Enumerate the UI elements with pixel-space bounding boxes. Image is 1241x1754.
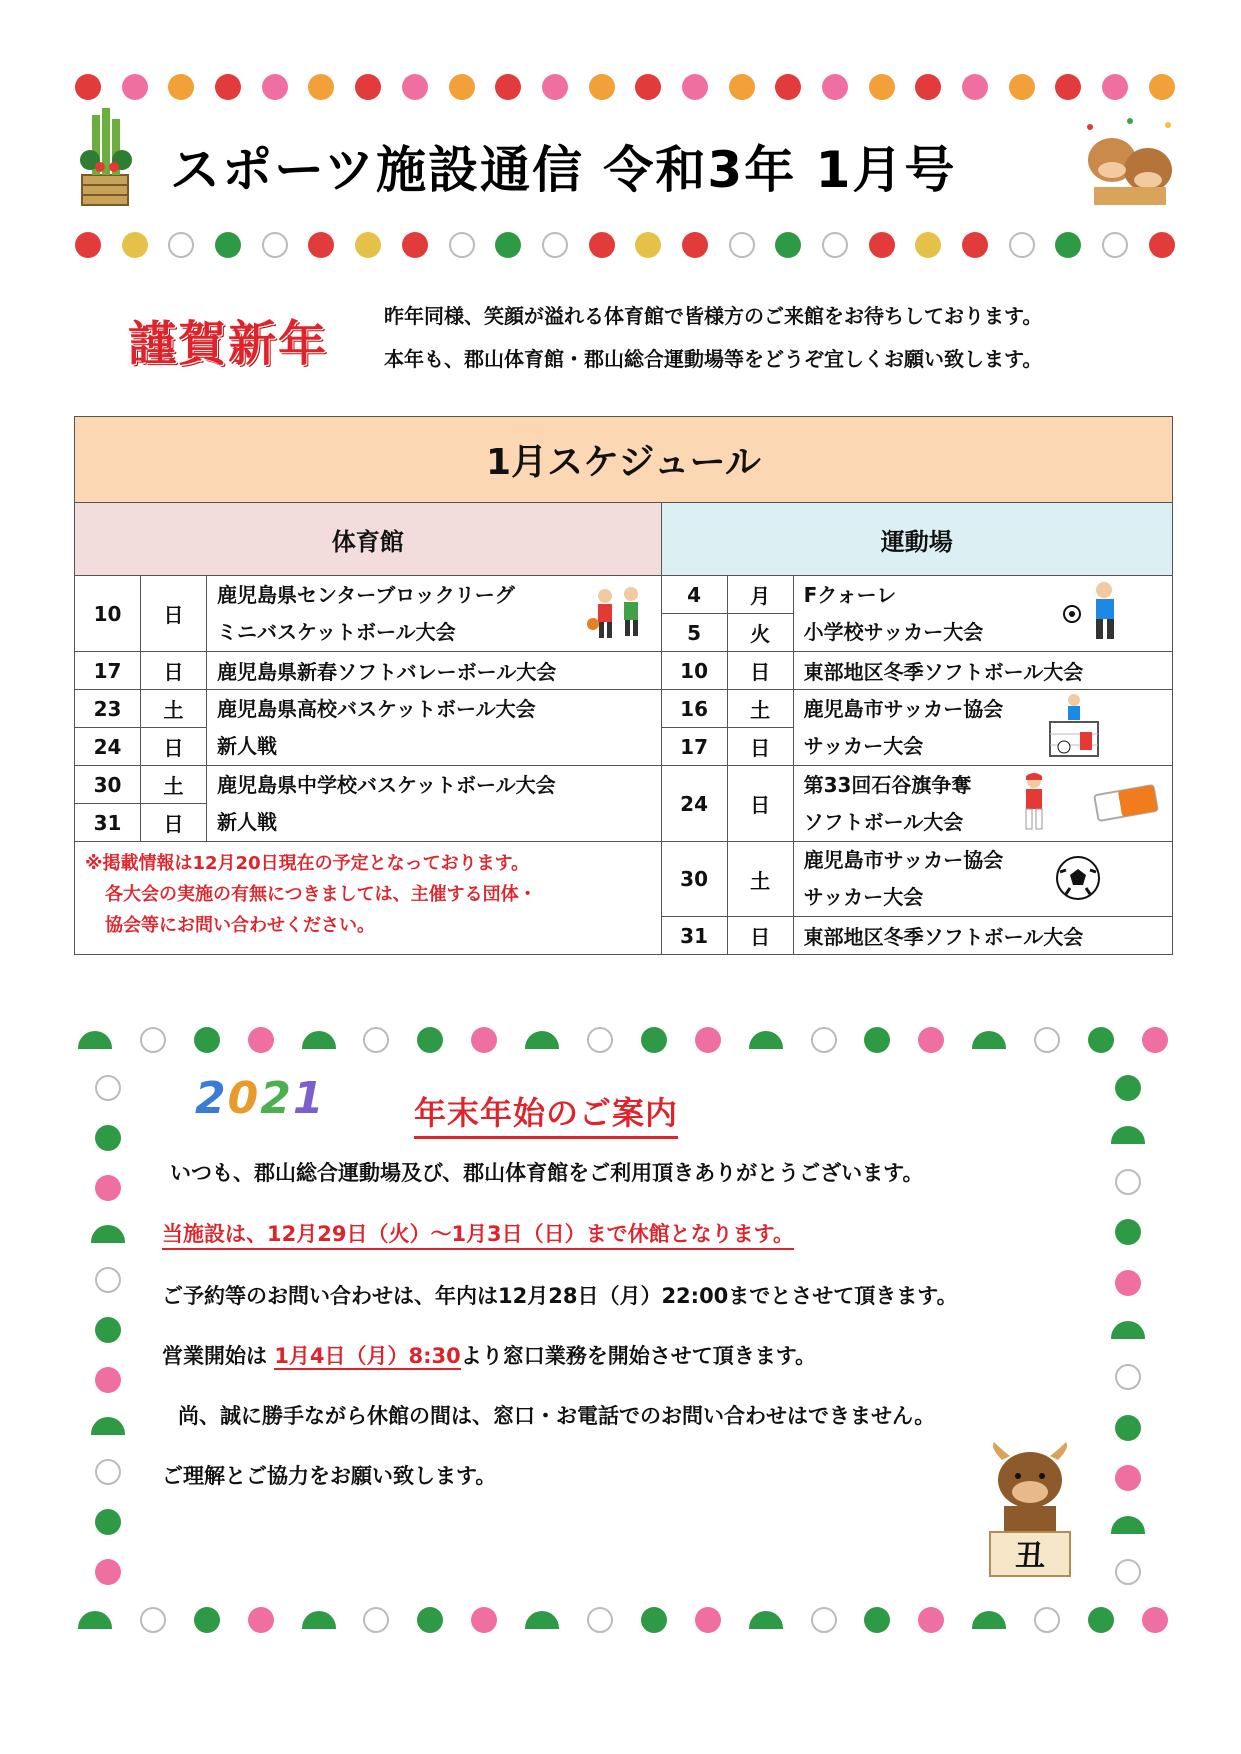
notice-line-4 <box>162 1340 816 1370</box>
field-date: 10 <box>661 652 727 690</box>
field-date: 4 <box>661 576 727 614</box>
gym-date: 24 <box>75 728 141 766</box>
notice-closure-line: 当施設は、12月29日（火）～1月3日（日）まで休館となります。 <box>162 1218 794 1250</box>
schedule-title: 1月スケジュール <box>75 417 1173 503</box>
gym-day: 土 <box>141 690 207 728</box>
field-day: 月 <box>727 576 793 614</box>
notice-reopen-date: 1月4日（月）8:30 <box>274 1344 461 1368</box>
ox-sign-text: 丑 <box>1015 1539 1045 1574</box>
soccer-ball-icon <box>1054 854 1102 902</box>
bottom-frame-top-strip <box>78 1020 1168 1060</box>
kadomatsu-icon <box>70 105 140 210</box>
note-line: ※掲載情報は12月20日現在の予定となっております。 <box>85 853 530 874</box>
gym-date: 30 <box>75 766 141 804</box>
gym-day: 日 <box>141 728 207 766</box>
basketball-players-icon <box>585 584 653 642</box>
field-event-line: 第33回石谷旗争奪 <box>803 772 972 797</box>
gym-day: 土 <box>141 766 207 804</box>
notice-line-4-suffix: より窓口業務を開始させて頂きます。 <box>460 1344 817 1368</box>
soccer-goal-icon <box>1046 692 1102 762</box>
field-event-line: 鹿児島市サッカー協会 <box>803 696 1004 721</box>
bottom-frame-right-strip <box>1108 1075 1148 1585</box>
field-event <box>793 690 1172 766</box>
gym-event-line: ミニバスケットボール大会 <box>217 619 456 644</box>
field-event: 東部地区冬季ソフトボール大会 <box>793 652 1172 690</box>
gym-event-line: 新人戦 <box>217 809 277 834</box>
note-line: 協会等にお問い合わせください。 <box>105 915 375 936</box>
schedule-note <box>75 842 662 955</box>
greeting-line-2: 本年も、郡山体育館・郡山総合運動場等をどうぞ宜しくお願い致します。 <box>384 347 1043 371</box>
field-day: 日 <box>727 728 793 766</box>
gym-event <box>207 690 662 766</box>
field-event-line: Fクォーレ <box>803 582 897 607</box>
gym-header: 体育館 <box>75 503 662 576</box>
field-day: 土 <box>727 842 793 917</box>
gym-event <box>207 766 662 842</box>
gym-day: 日 <box>141 652 207 690</box>
field-event-line: ソフトボール大会 <box>803 809 964 834</box>
eraser-icon <box>1090 780 1162 826</box>
field-event: 東部地区冬季ソフトボール大会 <box>793 917 1172 955</box>
field-date: 31 <box>661 917 727 955</box>
gym-event-line: 鹿児島県高校バスケットボール大会 <box>217 696 536 721</box>
field-date: 5 <box>661 614 727 652</box>
softball-player-icon <box>1016 772 1052 834</box>
notice-title: 年末年始のご案内 <box>414 1088 678 1139</box>
year-2021-graphic: 2021 <box>195 1073 326 1124</box>
top-decoration-strip <box>75 70 1175 104</box>
field-date: 24 <box>661 766 727 842</box>
soccer-player-icon <box>1062 580 1132 646</box>
field-date: 30 <box>661 842 727 917</box>
field-event <box>793 842 1172 917</box>
notice-line-1: いつも、郡山総合運動場及び、郡山体育館をご利用頂きありがとうございます。 <box>170 1161 924 1185</box>
field-event <box>793 576 1172 652</box>
gym-day: 日 <box>141 804 207 842</box>
gym-event <box>207 576 662 652</box>
field-day: 火 <box>727 614 793 652</box>
field-date: 16 <box>661 690 727 728</box>
kinga-shinnen-heading: 謹賀新年 <box>128 316 329 372</box>
greeting-line-1: 昨年同様、笑顔が溢れる体育館で皆様方のご来館をお待ちしております。 <box>384 304 1043 328</box>
daruma-decoration-strip <box>75 228 1175 262</box>
gym-event-line: 鹿児島県センターブロックリーグ <box>217 582 515 607</box>
field-event-line: サッカー大会 <box>803 733 924 758</box>
field-event-line: 小学校サッカー大会 <box>803 619 984 644</box>
bottom-frame-bottom-strip <box>78 1600 1168 1640</box>
gym-date: 23 <box>75 690 141 728</box>
field-header: 運動場 <box>661 503 1172 576</box>
field-event-line: 鹿児島市サッカー協会 <box>803 848 1004 872</box>
ox-calligraphy-icon <box>980 1440 1080 1580</box>
gym-date: 31 <box>75 804 141 842</box>
gym-date: 10 <box>75 576 141 652</box>
gym-event-line: 新人戦 <box>217 733 277 758</box>
bottom-frame-left-strip <box>88 1075 128 1585</box>
page-title: スポーツ施設通信 令和3年 1月号 <box>170 141 957 199</box>
field-day: 日 <box>727 766 793 842</box>
field-day: 土 <box>727 690 793 728</box>
field-event <box>793 766 1172 842</box>
gym-day: 日 <box>141 576 207 652</box>
schedule-table <box>74 416 1173 955</box>
gym-event: 鹿児島県新春ソフトバレーボール大会 <box>207 652 662 690</box>
ox-celebration-icon <box>1080 115 1180 210</box>
notice-line-3: ご予約等のお問い合わせは、年内は12月28日（月）22:00までとさせて頂きます。 <box>162 1284 958 1308</box>
notice-line-5: 尚、誠に勝手ながら休館の間は、窓口・お電話でのお問い合わせはできません。 <box>178 1404 936 1428</box>
field-day: 日 <box>727 652 793 690</box>
gym-event-line: 鹿児島県中学校バスケットボール大会 <box>217 772 556 797</box>
gym-date: 17 <box>75 652 141 690</box>
field-day: 日 <box>727 917 793 955</box>
notice-line-6: ご理解とご協力をお願い致します。 <box>162 1464 497 1488</box>
field-date: 17 <box>661 728 727 766</box>
note-line: 各大会の実施の有無につきましては、主催する団体・ <box>105 884 537 905</box>
notice-line-4-prefix: 営業開始は <box>162 1344 267 1368</box>
field-event-line: サッカー大会 <box>803 885 924 909</box>
